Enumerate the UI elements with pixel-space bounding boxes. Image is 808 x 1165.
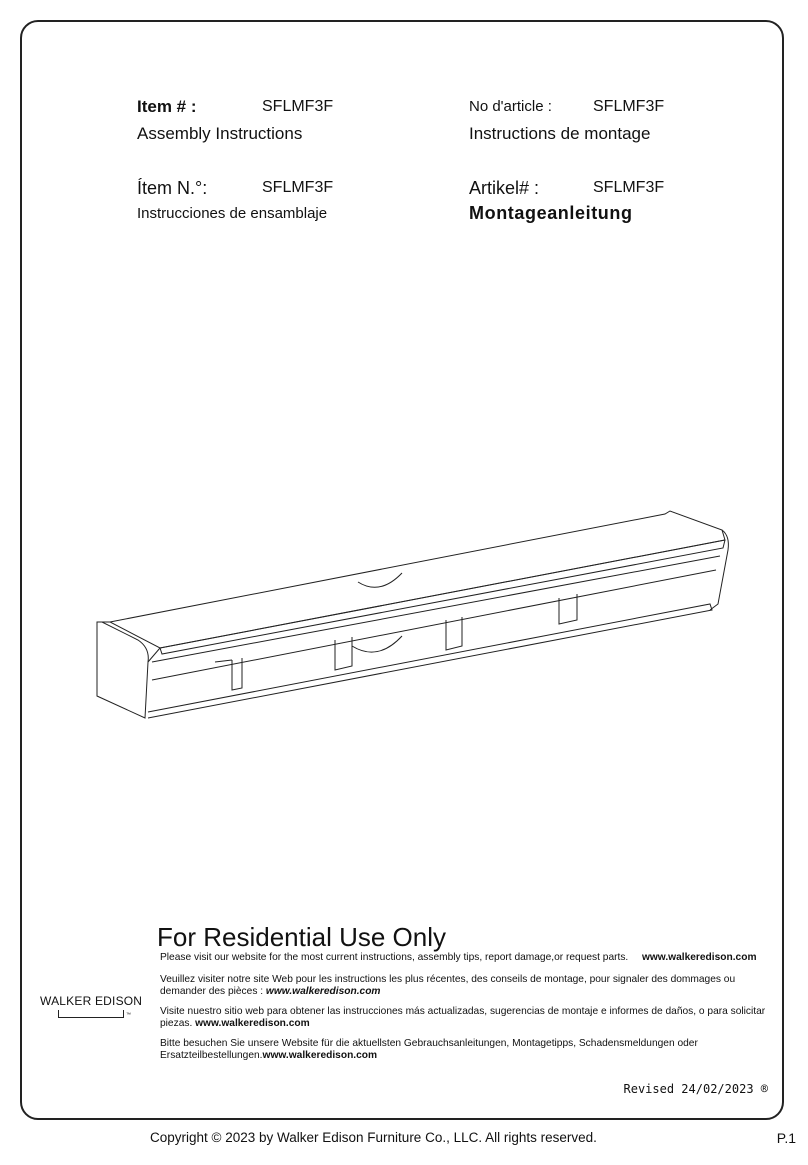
item-label-en: Item # : bbox=[137, 97, 197, 116]
subtitle-es: Instrucciones de ensamblaje bbox=[137, 205, 328, 222]
copyright-text: Copyright © 2023 by Walker Edison Furniture Co., LLC. All rights reserved. bbox=[150, 1130, 597, 1145]
notice-fr bbox=[160, 974, 768, 998]
item-value-de: SFLMF3F bbox=[593, 179, 665, 196]
page-number: P.1 bbox=[776, 1130, 796, 1146]
item-value-en: SFLMF3F bbox=[262, 98, 334, 115]
notice-es-url[interactable]: www.walkeredison.com bbox=[195, 1018, 310, 1029]
walker-edison-logo: WALKER EDISON bbox=[40, 994, 143, 1008]
item-label-es: Ítem N.°: bbox=[137, 178, 208, 198]
subtitle-de: Montageanleitung bbox=[469, 203, 633, 223]
notice-fr-url[interactable]: www.walkeredison.com bbox=[265, 986, 381, 997]
notice-de bbox=[160, 1038, 768, 1062]
product-illustration bbox=[90, 500, 740, 740]
item-value-es: SFLMF3F bbox=[262, 179, 334, 196]
item-value-fr: SFLMF3F bbox=[593, 98, 665, 115]
subtitle-en: Assembly Instructions bbox=[137, 124, 303, 143]
notice-en bbox=[160, 952, 768, 964]
notice-en-url[interactable]: www.walkeredison.com bbox=[641, 952, 757, 963]
trademark-mark: ™ bbox=[126, 1012, 131, 1018]
notice-de-url[interactable]: www.walkeredison.com bbox=[262, 1050, 378, 1061]
notice-fr-text: Veuillez visiter notre site Web pour les instructions les plus récentes, des conseils de montage, pour signaler des dommages ou demander des pièces : bbox=[160, 974, 736, 997]
subtitle-fr: Instructions de montage bbox=[469, 124, 651, 143]
revised-date: Revised 24/02/2023 ® bbox=[623, 1082, 768, 1096]
notice-es-text: Visite nuestro sitio web para obtener las instrucciones más actualizadas, sugerencias de montaje e informes de daños, o para solicitar piezas. bbox=[160, 1006, 766, 1029]
notice-es bbox=[160, 1006, 768, 1030]
logo-underline bbox=[58, 1010, 124, 1018]
item-label-de: Artikel# : bbox=[469, 178, 540, 198]
notice-en-text: Please visit our website for the most current instructions, assembly tips, report damage,or request parts. bbox=[160, 952, 629, 963]
notice-de-text: Bitte besuchen Sie unsere Website für die aktuellsten Gebrauchsanleitungen, Montagetipps, Schadensmeldungen oder Ersatzteilbestellungen. bbox=[160, 1038, 698, 1061]
residential-use-title: For Residential Use Only bbox=[157, 922, 446, 952]
item-label-fr: No d'article : bbox=[469, 98, 552, 115]
